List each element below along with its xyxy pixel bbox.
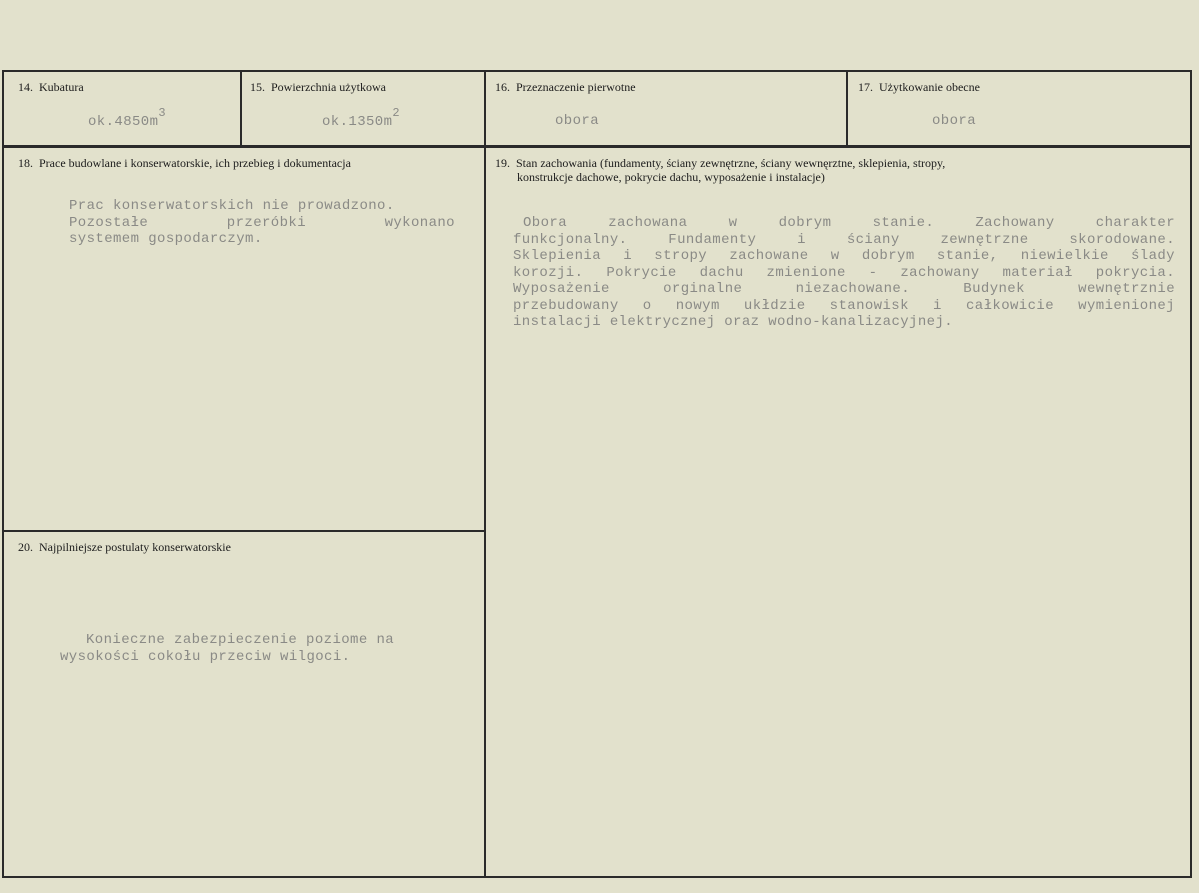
top-row-lower-rule (2, 145, 1191, 148)
bottom-rule (2, 876, 1191, 878)
field-18-line: Prac konserwatorskich nie prowadzono. (69, 198, 395, 214)
field-19-line: Obora zachowana w dobrym stanie. Zachowany charakter (523, 215, 1175, 231)
field-19-line: korozji. Pokrycie dachu zmienione - zachowany materiał pokrycia. (513, 264, 1175, 281)
field-19-label: 19. Stan zachowania (fundamenty, ściany zewnętrzne, ściany wewnęrztne, sklepienia, stropy, (495, 156, 946, 170)
field-20-label: 20. Najpilniejsze postulaty konserwatorskie (18, 540, 231, 554)
divider-main (484, 70, 486, 878)
field-14-label: 14. Kubatura (18, 80, 84, 94)
field-19-line: funkcjonalny. Fundamenty i ściany zewnętrzne skorodowane. (513, 231, 1175, 248)
field-19-line: Sklepienia i stropy zachowane w dobrym stanie, niewielkie ślady (513, 248, 1175, 264)
divider-16-17 (846, 70, 848, 147)
field-20-text (60, 632, 394, 665)
field-17-label: 17. Użytkowanie obecne (858, 80, 980, 94)
field-19-text (513, 215, 1175, 331)
top-row-upper-rule (2, 70, 1191, 72)
right-border (1190, 70, 1192, 878)
field-16-label: 16. Przeznaczenie pierwotne (495, 80, 636, 94)
field-18-text (69, 198, 455, 248)
section-20-rule (2, 530, 484, 532)
field-18-label: 18. Prace budowlane i konserwatorskie, ich przebieg i dokumentacja (18, 156, 351, 170)
field-16-value: obora (555, 113, 600, 129)
field-15-value: $ok.1350m^2$ (322, 106, 401, 130)
field-15-label: 15. Powierzchnia użytkowa (250, 80, 386, 94)
field-19-line: Wyposażenie orginalne niezachowane. Budynek wewnętrznie (513, 281, 1175, 297)
field-20-line: wysokości cokołu przeciw wilgoci. (60, 648, 351, 665)
field-17-value: obora (932, 113, 977, 129)
field-18-line: systemem gospodarczym. (69, 231, 263, 247)
divider-14-15 (240, 70, 242, 147)
field-19-line: instalacji elektrycznej oraz wodno-kanalizacyjnej. (513, 314, 954, 330)
field-19-line: przebudowany o nowym ukłdzie stanowisk i całkowicie wymienionej (513, 297, 1175, 314)
left-border (2, 70, 4, 878)
field-18-line: Pozostałe przeróbki wykonano (69, 214, 455, 231)
field-14-value: $ok.4850m^3$ (88, 106, 167, 130)
field-20-line: Konieczne zabezpieczenie poziome na (86, 632, 395, 648)
field-19-label-continued: konstrukcje dachowe, pokrycie dachu, wyposażenie i instalacje) (517, 170, 825, 184)
